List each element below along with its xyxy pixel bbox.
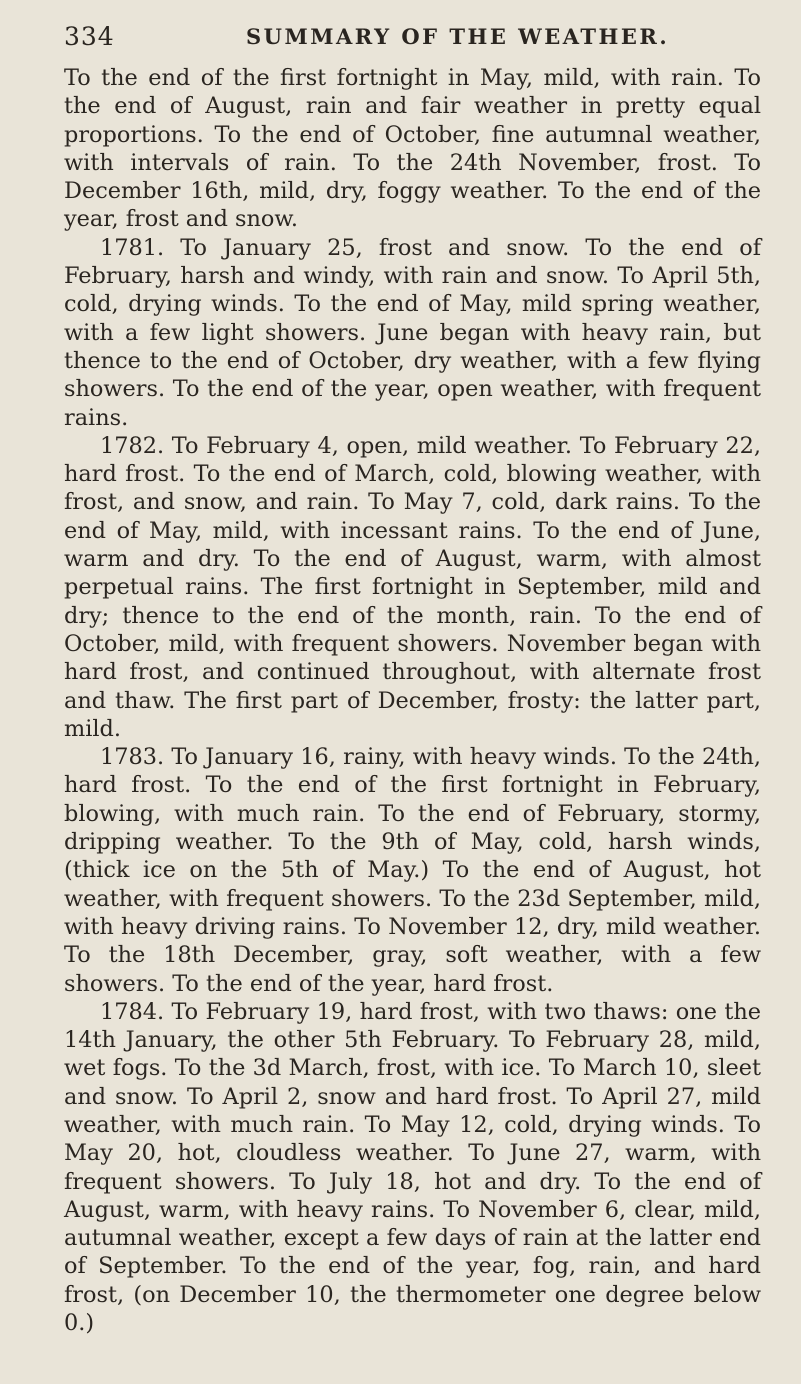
page-number: 334 <box>64 22 115 51</box>
paragraph-1783: 1783. To January 16, rainy, with heavy winds. To the 24th, hard frost. To the end of the first fortnight in February, blowing, with much rain. To the end of February, stormy, dripping weather. To the 9th of May, cold, harsh winds, (thick ice on the 5th of May.) To the end of August, hot weather, with frequent showers. To the 23d September, mild, with heavy driving rains. To November 12, dry, mild weather. To the 18th December, gray, soft weather, with a few showers. To the end of the year, hard frost. <box>64 744 761 997</box>
body-text <box>64 64 761 1337</box>
running-head: SUMMARY OF THE WEATHER. <box>246 24 670 49</box>
paragraph-1782: 1782. To February 4, open, mild weather. To February 22, hard frost. To the end of March, cold, blowing weather, with frost, and snow, and rain. To May 7, cold, dark rains. To the end of May, mild, with incessant rains. To the end of June, warm and dry. To the end of August, warm, with almost perpetual rains. The first fortnight in September, mild and dry; thence to the end of the month, rain. To the end of October, mild, with frequent showers. November began with hard frost, and continued throughout, with alternate frost and thaw. The first part of December, frosty: the latter part, mild. <box>64 432 761 742</box>
paragraph-1784: 1784. To February 19, hard frost, with two thaws: one the 14th January, the other 5th February. To February 28, mild, wet fogs. To the 3d March, frost, with ice. To March 10, sleet and snow. To April 2, snow and hard frost. To April 27, mild weather, with much rain. To May 12, cold, drying winds. To May 20, hot, cloudless weather. To June 27, warm, with frequent showers. To July 18, hot and dry. To the end of August, warm, with heavy rains. To November 6, clear, mild, autumnal weather, except a few days of rain at the latter end of September. To the end of the year, fog, rain, and hard frost, (on December 10, the thermometer one degree below 0.) <box>64 998 761 1337</box>
page-header <box>64 22 761 64</box>
paragraph-1781: 1781. To January 25, frost and snow. To the end of February, harsh and windy, with rain and snow. To April 5th, cold, drying winds. To the end of May, mild spring weather, with a few light showers. June began with heavy rain, but thence to the end of October, dry weather, with a few flying showers. To the end of the year, open weather, with frequent rains. <box>64 234 761 431</box>
paragraph-1780-continued: To the end of the first fortnight in May, mild, with rain. To the end of August, rain and fair weather in pretty equal proportions. To the end of October, fine autumnal weather, with intervals of rain. To the 24th November, frost. To December 16th, mild, dry, foggy weather. To the end of the year, frost and snow. <box>64 65 761 233</box>
